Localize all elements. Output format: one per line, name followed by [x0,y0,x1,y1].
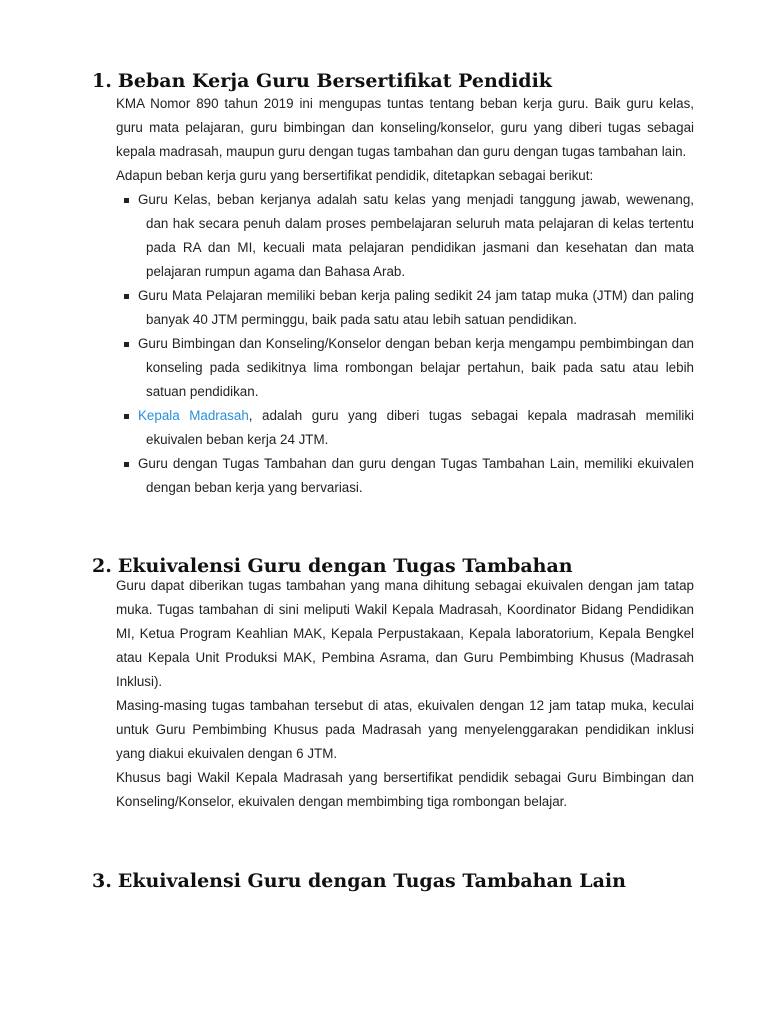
list-item [116,188,694,284]
section-1-lead: Adapun beban kerja guru yang bersertifikat pendidik, ditetapkan sebagai berikut: [116,168,594,183]
section-1-number: 1. [92,70,112,92]
bullet-icon [124,462,129,467]
section-3-number: 3. [92,870,112,892]
bullet-icon [124,294,129,299]
section-2-title: Ekuivalensi Guru dengan Tugas Tambahan [117,555,573,577]
list-item [116,404,694,452]
list-item-text: Guru Kelas, beban kerjanya adalah satu kelas yang menjadi tanggung jawab, wewenang, dan hak secara penuh dalam proses pembelajaran seluruh mata pelajaran di kelas tertentu pada RA dan MI, kecuali mata pelajaran pendidikan jasmani dan kesehatan dan mata pelajaran rumpun agama dan Bahasa Arab. [138,192,694,279]
section-2-paragraph-2: Masing-masing tugas tambahan tersebut di atas, ekuivalen dengan 12 jam tatap muka, keculai untuk Guru Pembimbing Khusus pada Madrasah yang menyelenggarakan pendidikan inklusi yang diakui ekuivalen dengan 6 JTM. [116,698,694,761]
list-item [116,332,694,404]
list-item [116,284,694,332]
section-2-number: 2. [92,555,112,577]
bullet-icon [124,342,129,347]
list-item-text: Guru Mata Pelajaran memiliki beban kerja paling sedikit 24 jam tatap muka (JTM) dan paling banyak 40 JTM perminggu, baik pada satu atau lebih satuan pendidikan. [138,288,694,327]
section-1-heading [92,69,552,93]
section-1-intro: KMA Nomor 890 tahun 2019 ini mengupas tuntas tentang beban kerja guru. Baik guru kelas, guru mata pelajaran, guru bimbingan dan konseling/konselor, guru yang diberi tugas sebagai kepala madrasah, maupun guru dengan tugas tambahan dan guru dengan tugas tambahan lain. [116,96,694,159]
section-3-heading [92,869,626,893]
list-item-text: Guru dengan Tugas Tambahan dan guru dengan Tugas Tambahan Lain, memiliki ekuivalen dengan beban kerja yang bervariasi. [138,456,694,495]
workload-list [116,188,694,500]
section-1-title: Beban Kerja Guru Bersertifikat Pendidik [117,70,552,92]
bullet-icon [124,198,129,203]
list-item-text: Guru Bimbingan dan Konseling/Konselor dengan beban kerja mengampu pembimbingan dan konseling pada sedikitnya lima rombongan belajar pertahun, baik pada satu atau lebih satuan pendidikan. [138,336,694,399]
list-item-text: , adalah guru yang diberi tugas sebagai kepala madrasah memiliki ekuivalen beban kerja 24 JTM. [146,408,694,447]
section-2-paragraph-3: Khusus bagi Wakil Kepala Madrasah yang bersertifikat pendidik sebagai Guru Bimbingan dan Konseling/Konselor, ekuivalen dengan membimbing tiga rombongan belajar. [116,770,694,809]
list-item [116,452,694,500]
section-2-paragraph-1: Guru dapat diberikan tugas tambahan yang mana dihitung sebagai ekuivalen dengan jam tatap muka. Tugas tambahan di sini meliputi Wakil Kepala Madrasah, Koordinator Bidang Pendidikan MI, Ketua Program Keahlian MAK, Kepala Perpustakaan, Kepala laboratorium, Kepala Bengkel atau Kepala Unit Produksi MAK, Pembina Asrama, dan Guru Pembimbing Khusus (Madrasah Inklusi). [116,578,694,689]
bullet-icon [124,414,129,419]
section-1-body [116,92,694,500]
section-3-title: Ekuivalensi Guru dengan Tugas Tambahan Lain [117,870,626,892]
kepala-madrasah-link[interactable]: Kepala Madrasah [138,408,249,423]
section-2-body [116,574,694,814]
